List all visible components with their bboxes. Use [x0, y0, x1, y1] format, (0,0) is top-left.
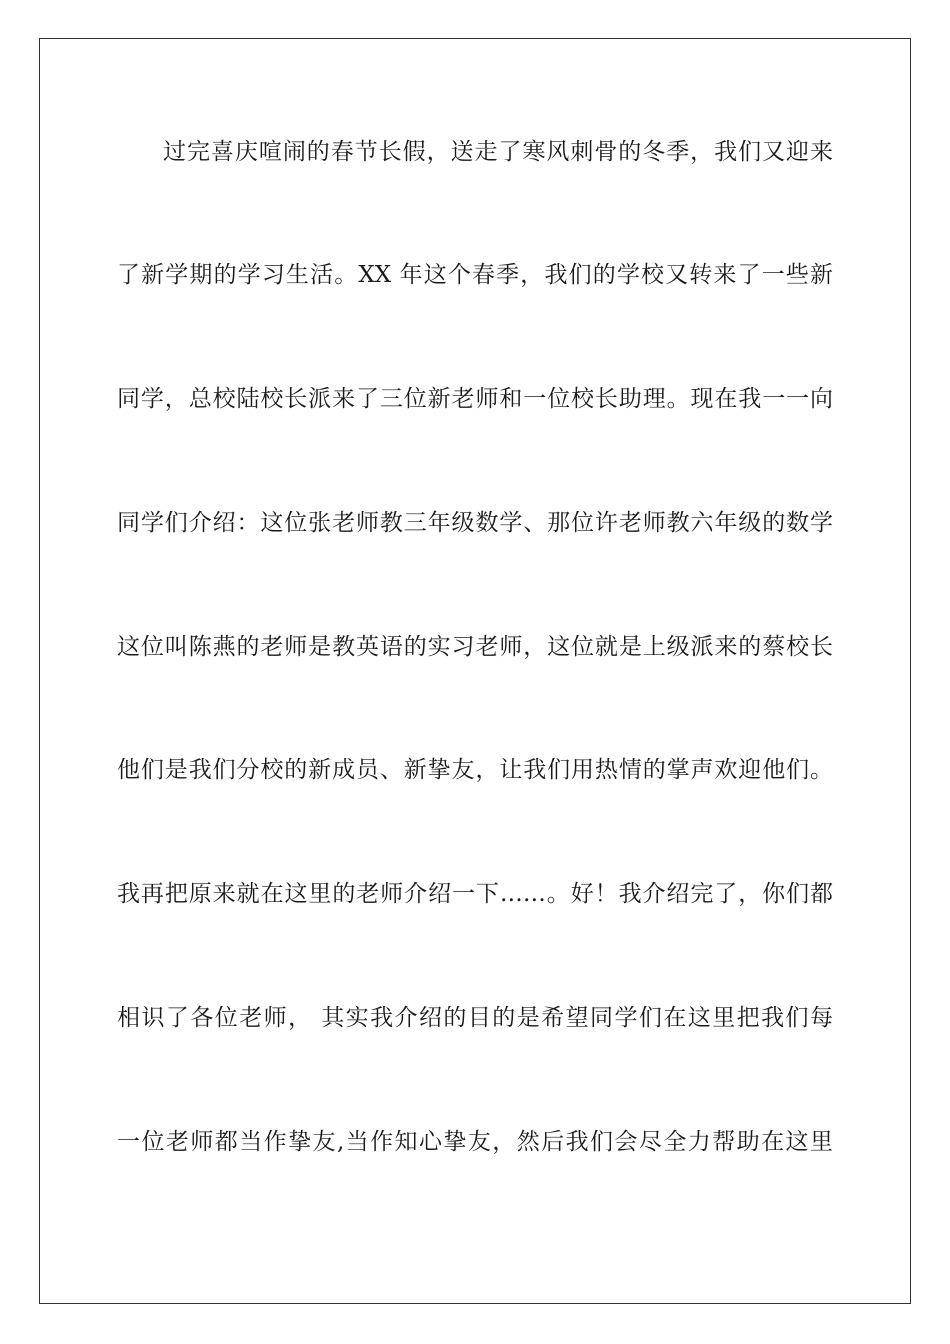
paragraph-line: 一位老师都当作挚友,当作知心挚友，然后我们会尽全力帮助在这里	[117, 1129, 833, 1155]
paragraph-line: 相识了各位老师， 其实我介绍的目的是希望同学们在这里把我们每	[117, 1005, 833, 1031]
page-border	[39, 38, 911, 1304]
paragraph-line: 过完喜庆喧闹的春节长假，送走了寒风刺骨的冬季，我们又迎来	[163, 139, 833, 165]
paragraph-line: 了新学期的学习生活。XX 年这个春季，我们的学校又转来了一些新	[117, 262, 833, 288]
paragraph-line: 同学，总校陆校长派来了三位新老师和一位校长助理。现在我一一向	[117, 386, 833, 412]
paragraph-line: 我再把原来就在这里的老师介绍一下……。好！我介绍完了，你们都	[117, 881, 833, 907]
paragraph-line: 这位叫陈燕的老师是教英语的实习老师，这位就是上级派来的蔡校长	[117, 634, 833, 660]
paragraph-line: 同学们介绍：这位张老师教三年级数学、那位许老师教六年级的数学	[117, 510, 833, 536]
paragraph-line: 他们是我们分校的新成员、新挚友，让我们用热情的掌声欢迎他们。	[117, 757, 833, 783]
